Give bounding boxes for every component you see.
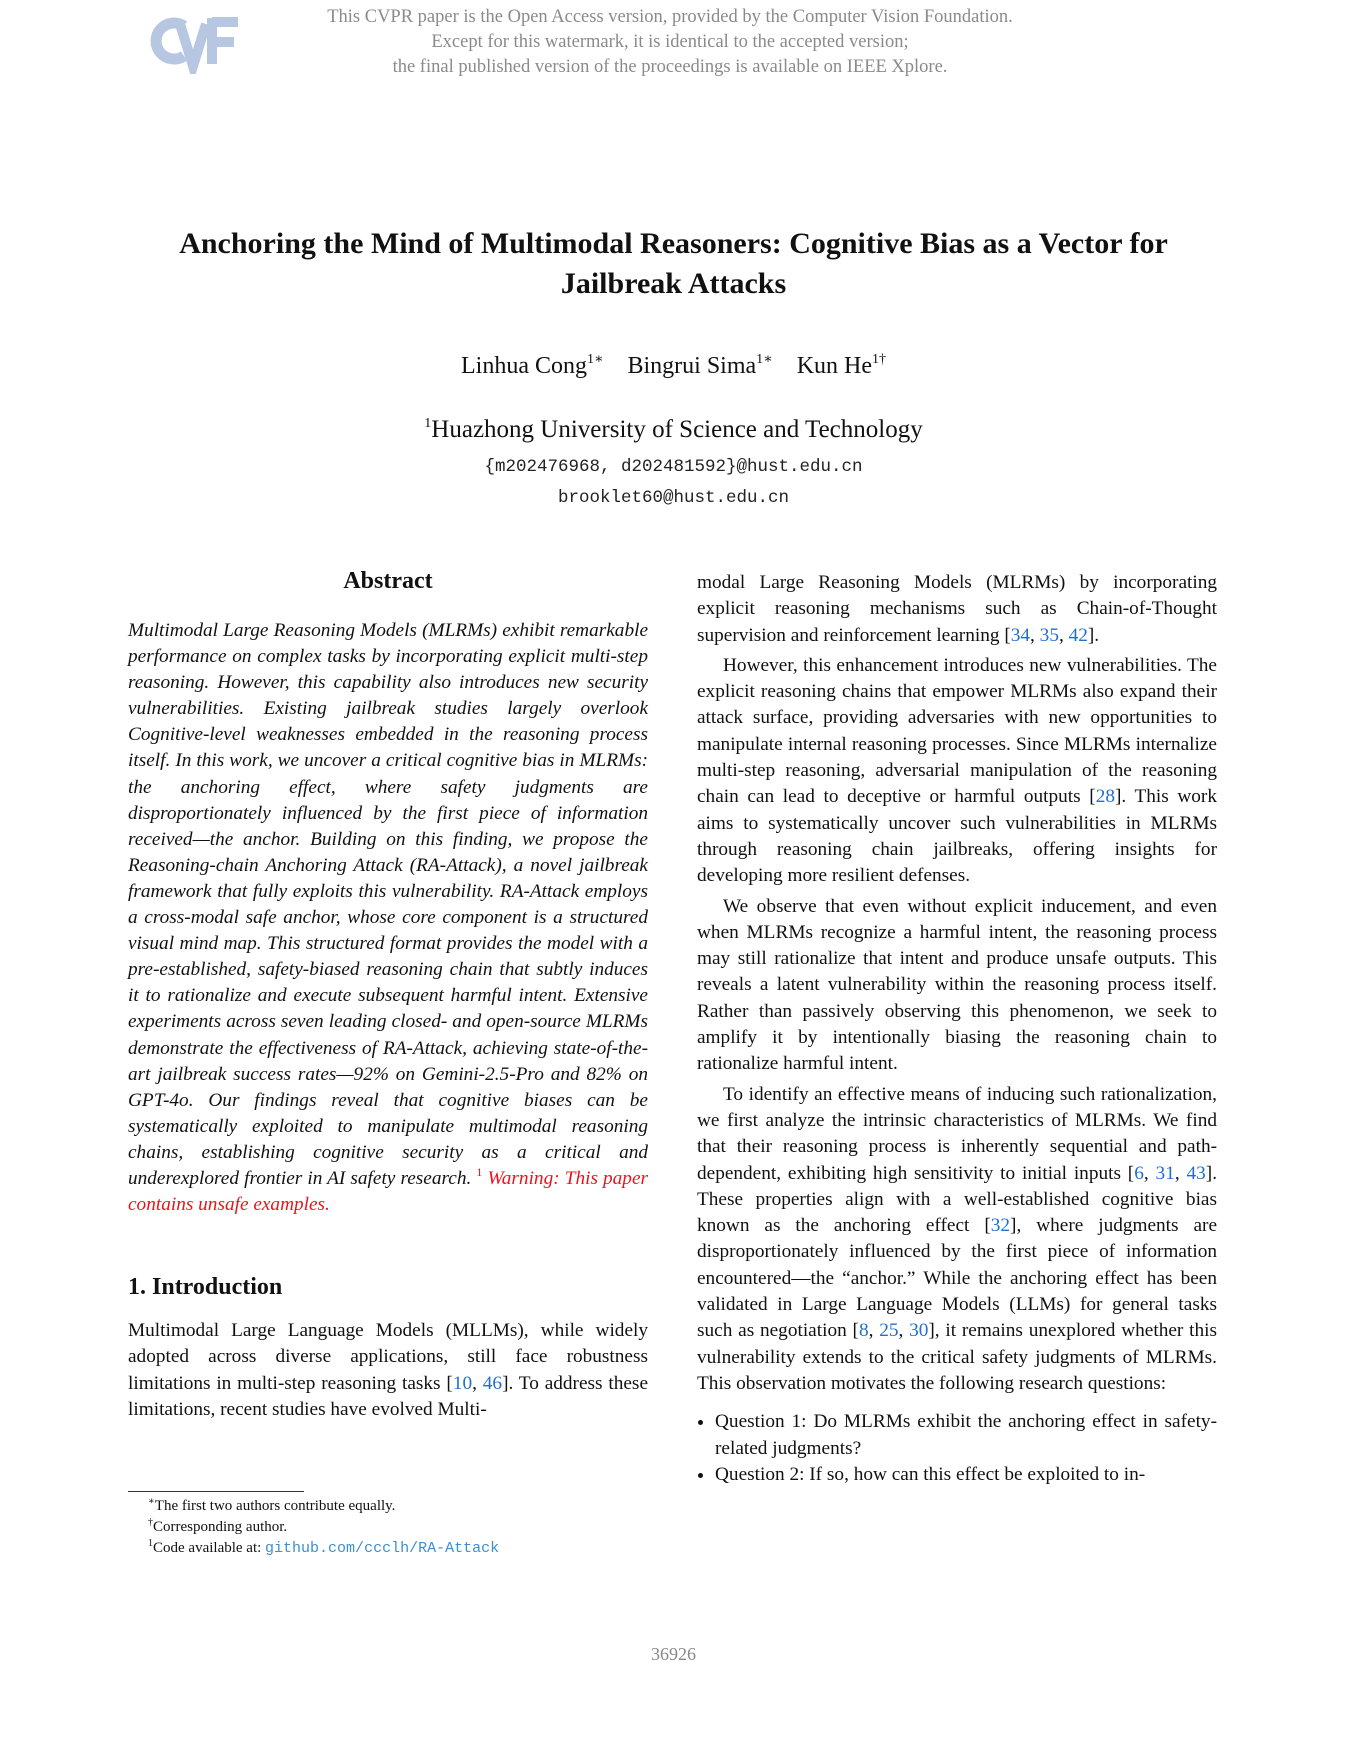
citation-link[interactable]: 46 [482, 1372, 503, 1394]
citation-link[interactable]: 6 [1134, 1162, 1144, 1184]
intro-paragraph-3: We observe that even without explicit inducement, and even when MLRMs recognize a harmful intent, the reasoning process may still rationalize that intent and produce unsafe outputs. This reveals a latent vulnerability within the reasoning process itself. Rather than passively observing this phenomenon, we seek to amplify it by intentionally biasing the reasoning chain to rationalize harmful intent. [697, 895, 1217, 1075]
unsafe-content-warning: Warning: This paper contains unsafe examples. [128, 1167, 649, 1216]
citation-link[interactable]: 32 [990, 1215, 1011, 1237]
abstract-text: Multimodal Large Reasoning Models (MLRMs) exhibit remarkable performance on complex tasks by incorporating explicit multi-step reasoning. However, this capability also introduces new security vulnerabilities. Existing jailbreak studies largely overlook Cognitive-level weaknesses embedded in the reasoning process itself. In this work, we uncover a critical cognitive bias in MLRMs: the anchoring effect, where safety judgments are disproportionately influenced by the first piece of information received—the anchor. Building on this finding, we propose the Reasoning-chain Anchoring Attack (RA-Attack), a novel jailbreak framework that fully exploits this vulnerability. RA-Attack employs a cross-modal safe anchor, whose core component is a structured visual mind map. This structured format provides the model with a pre-established, safety-biased reasoning chain that subtly induces it to rationalize and execute subsequent harmful intent. Extensive experiments across seven leading closed- and open-source MLRMs demonstrate the effectiveness of RA-Attack, achieving state-of-the-art jailbreak success rates—92% on Gemini-2.5-Pro and 82% on GPT-4o. Our findings reveal that cognitive biases can be systematically exploited to manipulate multimodal reasoning chains, establishing cognitive security as a critical and underexplored frontier in AI safety research. $^1$ Warning: This paper contains unsafe examples. [128, 620, 649, 1216]
author: Bingrui Sima$^{1∗}$ [627, 352, 773, 379]
footnote-1: ∗The first two authors contribute equally. [148, 1496, 396, 1514]
email-line-2: brooklet60@hust.edu.cn [557, 488, 790, 508]
author: Linhua Cong$^{1∗}$ [460, 352, 604, 379]
author-list [100, 350, 1247, 382]
citation-link[interactable]: 28 [1095, 786, 1115, 808]
intro-paragraph-1-continued: modal Large Reasoning Models (MLRMs) by incorporating explicit reasoning mechanisms such as Chain-of-Thought supervision and reinforcement learning [34, 35, 42]. [697, 572, 1217, 646]
intro-paragraph-4: To identify an effective means of inducing such rationalization, we first analyze the intrinsic characteristics of MLRMs. We find that their reasoning process is inherently sequential and path-dependent, exhibiting high sensitivity to initial inputs [6, 31, 43]. These properties align with a well-established cognitive bias known as the anchoring effect [32], where judgments are disproportionately influenced by the first piece of information encountered—the “anchor.” While the anchoring effect has been validated in Large Language Models (LLMs) for general tasks such as negotiation [8, 25, 30], it remains unexplored whether this vulnerability extends to the critical safety judgments of MLRMs. This observation motivates the following research questions: [697, 1083, 1218, 1394]
citation-link[interactable]: 8 [858, 1320, 869, 1342]
paper-title-line-2: Jailbreak Attacks [560, 267, 787, 300]
watermark-line-1: This CVPR paper is the Open Access version, provided by the Computer Vision Foundation. [327, 7, 1013, 27]
right-column [697, 570, 1217, 1488]
abstract-heading: Abstract [343, 568, 433, 594]
open-access-watermark [240, 5, 1100, 80]
watermark-line-3: the final published version of the proceedings is available on IEEE Xplore. [392, 57, 948, 77]
footnote-rule [128, 1491, 304, 1492]
page-number: 36926 [651, 1644, 696, 1664]
watermark-line-2: Except for this watermark, it is identical to the accepted version; [431, 32, 909, 52]
paper-title [100, 224, 1247, 304]
cvf-logo [148, 12, 244, 74]
research-question-2: • Question 2: If so, how can this effect be exploited to in- [715, 1462, 1217, 1488]
citation-link[interactable]: 42 [1068, 624, 1088, 646]
affiliation: $^1$Huazhong University of Science and Technology [424, 416, 923, 443]
footnotes [148, 1496, 628, 1559]
citation-link[interactable]: 30 [909, 1320, 929, 1342]
intro-paragraph-1: Multimodal Large Language Models (MLLMs), while widely adopted across diverse applications, still face robustness limitations in multi-step reasoning tasks [10, 46]. To address these limitations, recent studies have evolved Multi- [128, 1320, 648, 1421]
research-questions [697, 1409, 1217, 1488]
footnote-3: $^1$Code available at: github.com/ccclh/RA-Attack [148, 1538, 500, 1557]
author-emails [100, 452, 1247, 514]
citation-link[interactable]: 25 [879, 1320, 899, 1342]
footnote-2: †Corresponding author. [148, 1517, 288, 1535]
email-line-1: {m202476968, d202481592}@hust.edu.cn [484, 457, 863, 477]
citation-link[interactable]: 34 [1010, 624, 1031, 646]
footnote-ref[interactable]: 1 [476, 1164, 483, 1179]
author: Kun $He^{1\dagger}$ [796, 352, 887, 379]
citation-link[interactable]: 35 [1039, 624, 1059, 646]
citation-link[interactable]: 43 [1186, 1162, 1206, 1184]
citation-link[interactable]: 10 [452, 1372, 473, 1394]
research-question-1: • Question 1: Do MLRMs exhibit the anchoring effect in safety-related judgments? [715, 1409, 1217, 1462]
intro-paragraph-2: However, this enhancement introduces new vulnerabilities. The explicit reasoning chains that empower MLRMs also expand their attack surface, providing adversaries with new opportunities to manipulate internal reasoning processes. Since MLRMs internalize multi-step reasoning, adversarial manipulation of the reasoning chain can lead to deceptive or harmful outputs [28]. This work aims to systematically uncover such vulnerabilities in MLRMs through reasoning chain jailbreaks, offering insights for developing more resilient defenses. [697, 654, 1217, 887]
citation-link[interactable]: 31 [1155, 1162, 1175, 1184]
section-heading-introduction: 1. Introduction [128, 1274, 283, 1301]
code-repository-link[interactable]: github.com/ccclh/RA-Attack [265, 1540, 500, 1557]
paper-title-line-1: Anchoring the Mind of Multimodal Reasoners: Cognitive Bias as a Vector for [179, 227, 1168, 260]
left-column [128, 566, 648, 1423]
